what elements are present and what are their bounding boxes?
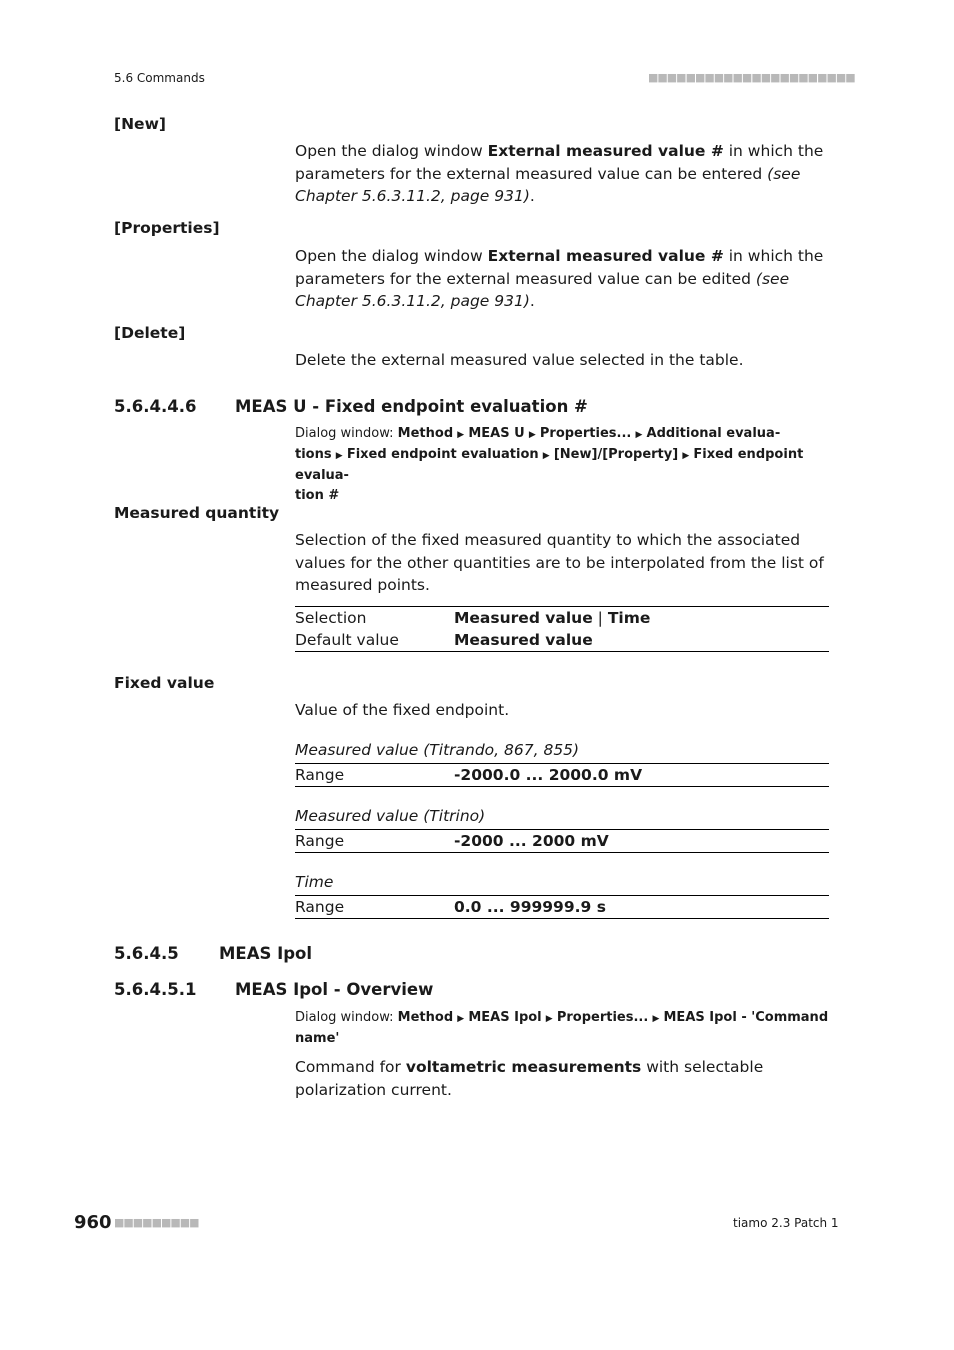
chapter-ref-link[interactable]: (see Chapter 5.6.3.11.2, page 931) bbox=[295, 269, 790, 310]
range-caption: Measured value (Titrino) bbox=[295, 807, 486, 825]
row-value: Measured value bbox=[454, 631, 593, 649]
range-table bbox=[295, 763, 829, 787]
table-row bbox=[295, 607, 829, 630]
desc-measured-quantity: Selection of the fixed measured quantity to which the associated values for the other quantities are to be interpolated from the list of measured points. bbox=[295, 531, 824, 594]
section-heading-5-6-4-5: 5.6.4.5 MEAS Ipol bbox=[114, 944, 313, 963]
row-value: -2000 ... 2000 mV bbox=[454, 832, 609, 850]
footer-dots: ■■■■■■■■■ bbox=[114, 1216, 199, 1229]
table-row bbox=[295, 764, 829, 787]
page-number: 960 bbox=[74, 1212, 112, 1233]
table-row bbox=[295, 629, 829, 652]
range-caption: Time bbox=[295, 873, 334, 891]
term-measured-quantity: Measured quantity bbox=[114, 504, 280, 522]
row-key: Default value bbox=[295, 631, 399, 649]
row-key: Selection bbox=[295, 609, 367, 627]
arrow-icon: ▶ bbox=[682, 451, 690, 461]
term-fixed-value: Fixed value bbox=[114, 674, 215, 692]
desc-new: Open the dialog window External measured value # in which the parameters for the external measured value can be entered (see Chapter 5.6.3.11.2, page 931). bbox=[295, 142, 824, 205]
arrow-icon: ▶ bbox=[528, 430, 536, 440]
arrow-icon: ▶ bbox=[457, 1014, 465, 1024]
row-value: 0.0 ... 999999.9 s bbox=[454, 898, 606, 916]
range-table bbox=[295, 829, 829, 853]
row-value: -2000.0 ... 2000.0 mV bbox=[454, 766, 643, 784]
dialog-path: Dialog window: Method ▶ MEAS U ▶ Properties... ▶ Additional evalua- tions ▶ Fixed endpoint evaluation ▶ [New]/[Property] ▶ Fixed endpoint evalua- tion # bbox=[295, 426, 804, 503]
desc-properties: Open the dialog window External measured value # in which the parameters for the external measured value can be edited (see Chapter 5.6.3.11.2, page 931). bbox=[295, 247, 824, 310]
arrow-icon: ▶ bbox=[457, 430, 465, 440]
table-row bbox=[295, 830, 829, 853]
desc-fixed-value: Value of the fixed endpoint. bbox=[295, 701, 510, 719]
table-row bbox=[295, 896, 829, 919]
arrow-icon: ▶ bbox=[635, 430, 643, 440]
term-new: [New] bbox=[114, 115, 166, 133]
product-name: tiamo 2.3 Patch 1 bbox=[733, 1216, 839, 1230]
range-table bbox=[295, 895, 829, 919]
row-value: Measured value | Time bbox=[454, 609, 651, 627]
term-properties: [Properties] bbox=[114, 219, 220, 237]
chapter-ref-link[interactable]: (see Chapter 5.6.3.11.2, page 931) bbox=[295, 164, 801, 205]
row-key: Range bbox=[295, 898, 345, 916]
range-caption: Measured value (Titrando, 867, 855) bbox=[295, 741, 580, 759]
term-delete: [Delete] bbox=[114, 324, 186, 342]
arrow-icon: ▶ bbox=[545, 1014, 553, 1024]
desc-meas-ipol: Command for voltametric measurements with selectable polarization current. bbox=[295, 1058, 764, 1099]
row-key: Range bbox=[295, 832, 345, 850]
row-key: Range bbox=[295, 766, 345, 784]
running-header-section: 5.6 Commands bbox=[114, 71, 205, 85]
measured-quantity-table bbox=[295, 606, 829, 652]
arrow-icon: ▶ bbox=[335, 451, 343, 461]
section-heading-5-6-4-4-6: 5.6.4.4.6 MEAS U - Fixed endpoint evaluation # bbox=[114, 397, 588, 416]
running-header-dots: ■■■■■■■■■■■■■■■■■■■■■■ bbox=[648, 71, 855, 84]
arrow-icon: ▶ bbox=[542, 451, 550, 461]
arrow-icon: ▶ bbox=[652, 1014, 660, 1024]
dialog-path: Dialog window: Method ▶ MEAS Ipol ▶ Properties... ▶ MEAS Ipol - 'Command name' bbox=[295, 1010, 829, 1046]
section-heading-5-6-4-5-1: 5.6.4.5.1 MEAS Ipol - Overview bbox=[114, 980, 434, 999]
desc-delete: Delete the external measured value selected in the table. bbox=[295, 351, 744, 369]
